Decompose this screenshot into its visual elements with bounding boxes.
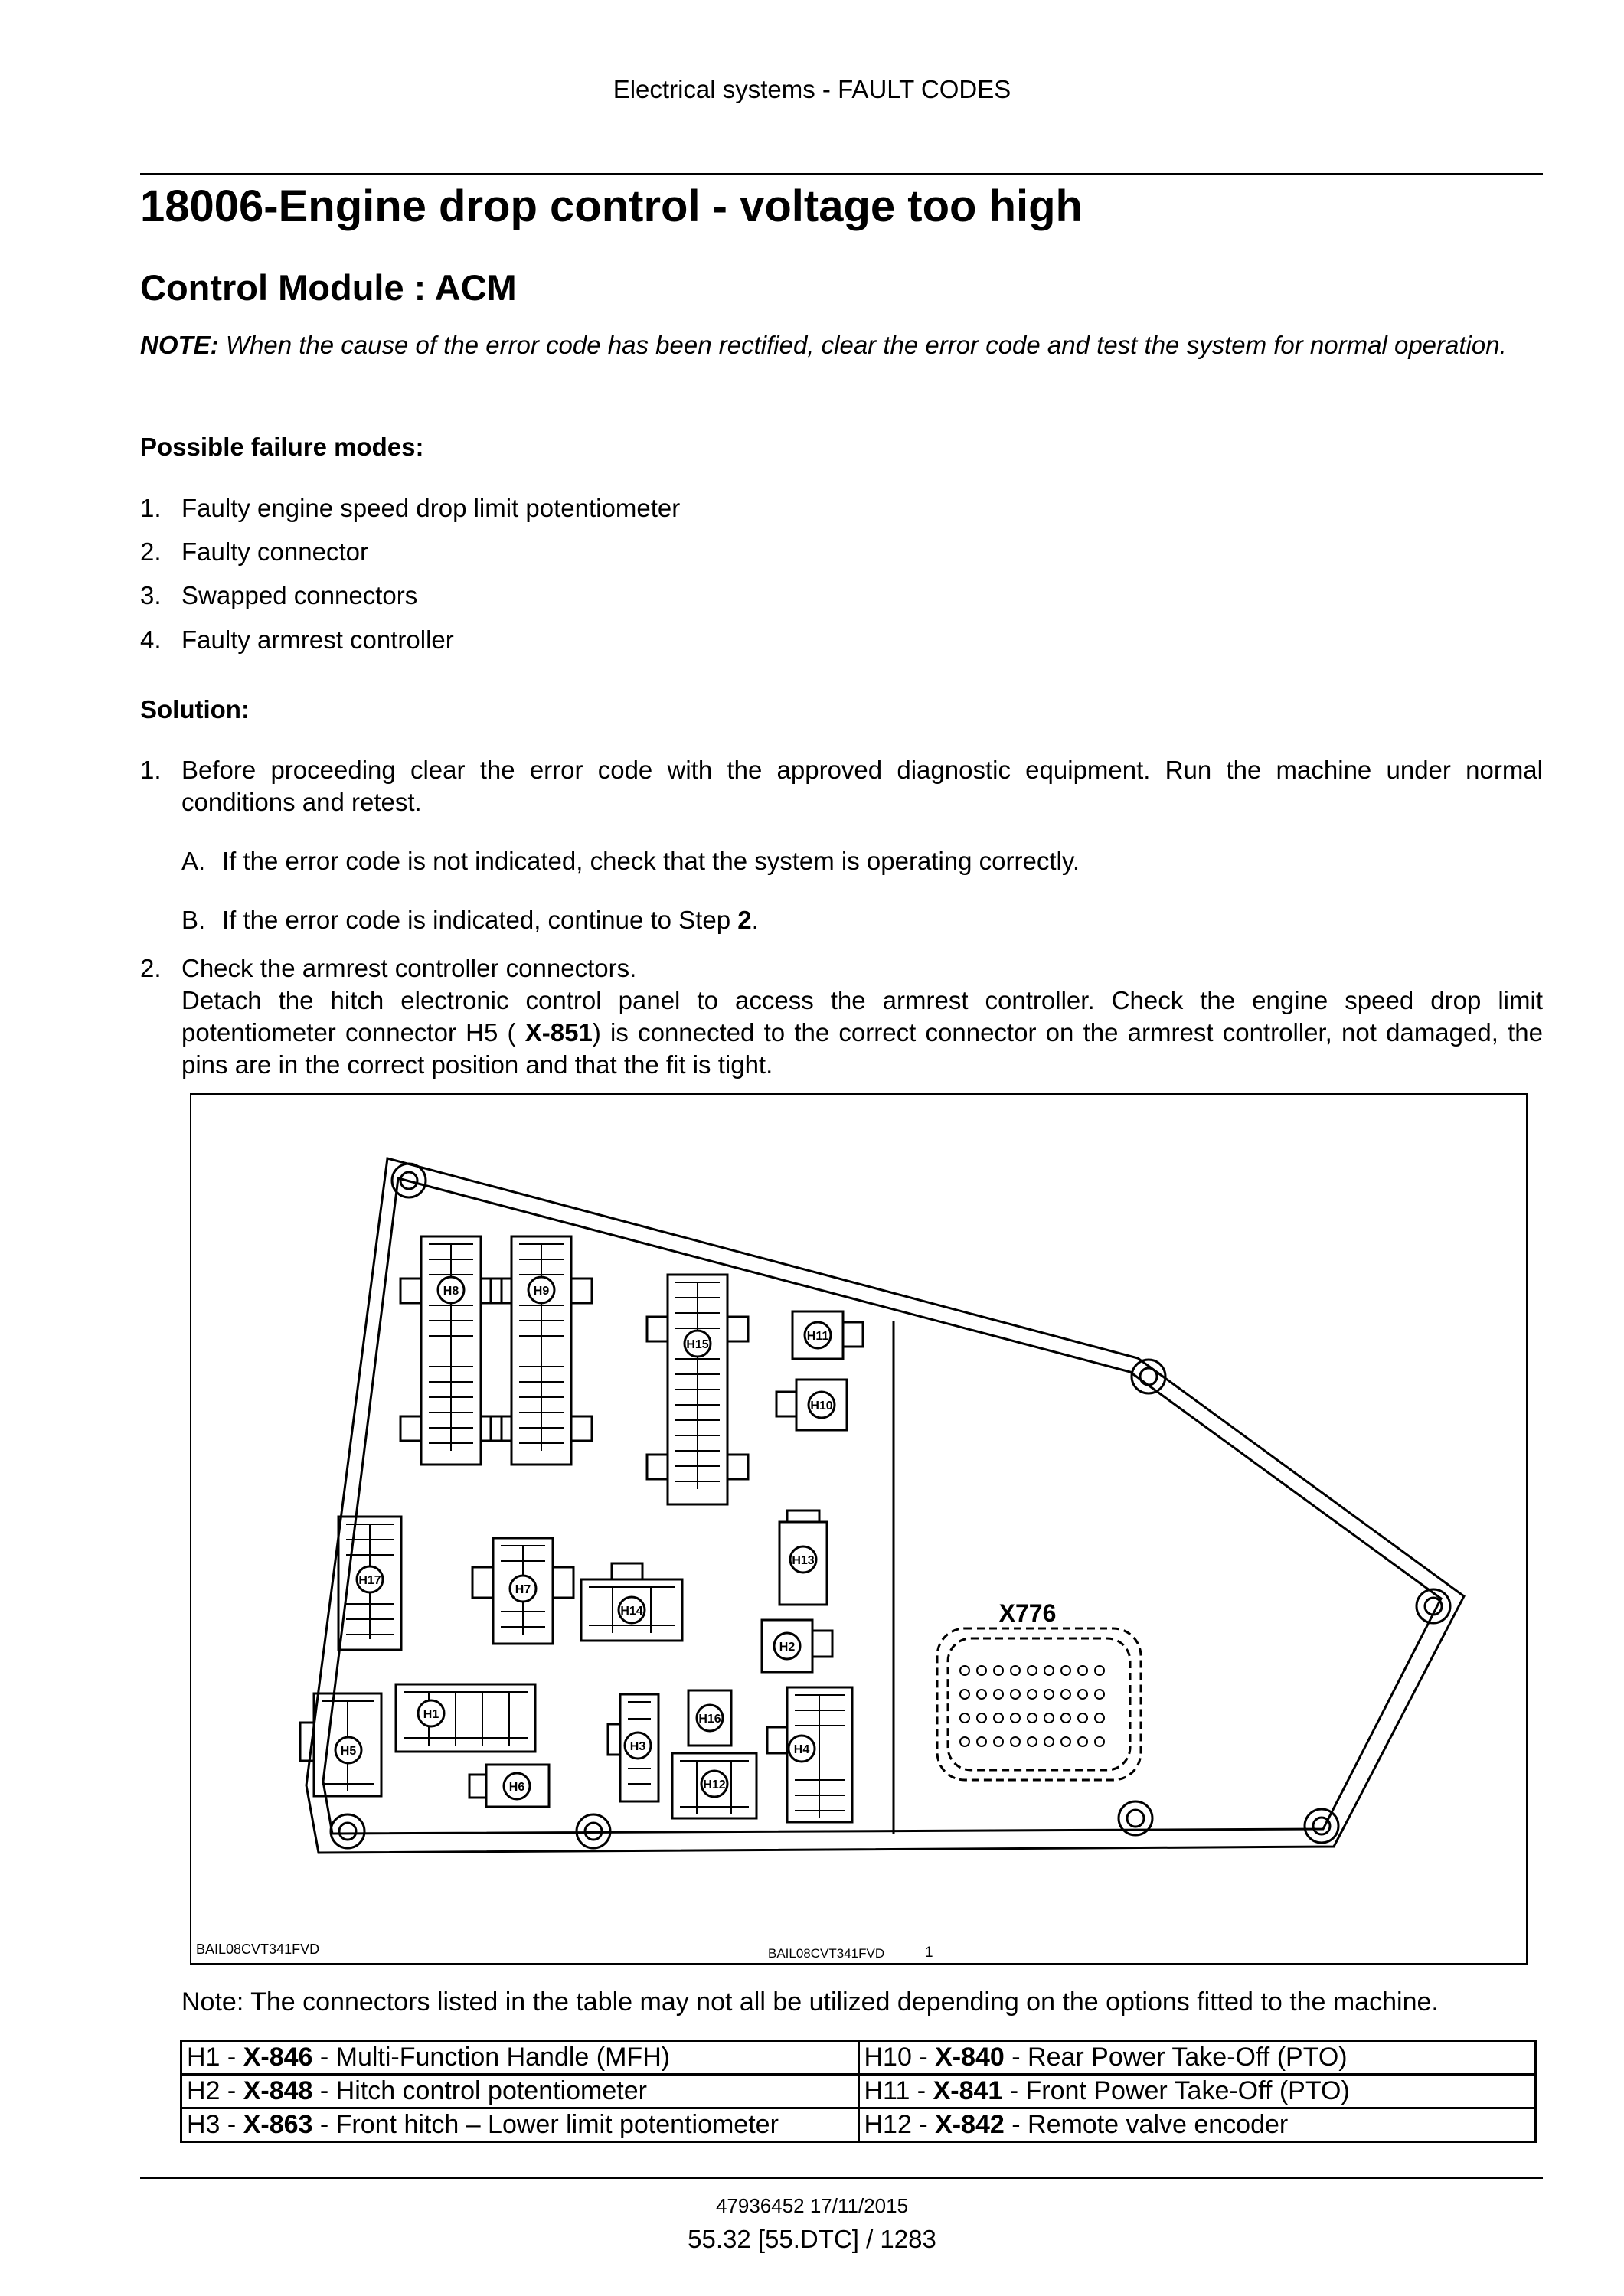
- note-label: NOTE:: [140, 331, 219, 359]
- connector-id: H11 -: [864, 2076, 933, 2105]
- page-number: 55.32 [55.DTC] / 1283: [688, 2225, 936, 2253]
- connector-description: - Remote valve encoder: [1004, 2110, 1289, 2139]
- step-1b-text: If the error code is indicated, continue to Step: [222, 906, 738, 934]
- x776-pin: [960, 1666, 969, 1675]
- x776-pin: [960, 1690, 969, 1699]
- x776-pin: [1061, 1666, 1070, 1675]
- connector-description: - Rear Power Take-Off (PTO): [1004, 2043, 1348, 2072]
- table-cell: [181, 2075, 859, 2108]
- solution-heading: Solution:: [140, 695, 250, 723]
- image-code: BAIL08CVT341FVD: [196, 1942, 320, 1957]
- x776-pin: [1095, 1690, 1104, 1699]
- connector-label-h11: H11: [806, 1330, 829, 1343]
- connector-description: - Front Power Take-Off (PTO): [1002, 2076, 1350, 2105]
- solution-num-2: 2.: [140, 954, 162, 982]
- connector-code: X-840: [935, 2043, 1005, 2072]
- x776-pin: [1011, 1713, 1020, 1723]
- connector-label-h17: H17: [358, 1574, 381, 1587]
- x776-pin: [1011, 1666, 1020, 1675]
- connector-label-h9: H9: [533, 1285, 550, 1298]
- failure-modes-heading: Possible failure modes:: [140, 433, 424, 461]
- x776-pin: [1095, 1737, 1104, 1746]
- x776-label: X776: [998, 1599, 1057, 1627]
- x776-pin: [1078, 1713, 1087, 1723]
- x776-pin: [1061, 1737, 1070, 1746]
- failure-num-2: 2.: [140, 537, 162, 566]
- step-2-body: [181, 985, 1543, 1081]
- connector-code: X-848: [243, 2076, 313, 2105]
- x776-pin: [1044, 1713, 1054, 1723]
- solution-step-2: [181, 952, 1543, 1081]
- connector-label-h7: H7: [515, 1583, 531, 1596]
- failure-item-3: Swapped connectors: [181, 581, 418, 609]
- x776-pin: [977, 1690, 986, 1699]
- x776-pin: [1028, 1690, 1037, 1699]
- failure-item-1: Faulty engine speed drop limit potentiometer: [181, 494, 681, 522]
- connector-code: X-841: [933, 2076, 1003, 2105]
- table-cell: [858, 2075, 1536, 2108]
- x776-pin: [960, 1713, 969, 1723]
- control-module-heading: Control Module : ACM: [140, 267, 517, 308]
- connector-description: - Front hitch – Lower limit potentiometer: [312, 2110, 779, 2139]
- x776-pin: [994, 1737, 1003, 1746]
- failure-num-1: 1.: [140, 494, 162, 522]
- solution-step-1a: If the error code is not indicated, check that the system is operating correctly.: [222, 847, 1080, 875]
- connector-ref: X-851: [524, 1018, 593, 1047]
- x776-pin: [1044, 1690, 1054, 1699]
- table-cell: [858, 2108, 1536, 2142]
- x776-pin: [1011, 1737, 1020, 1746]
- solution-num-1a: A.: [181, 847, 206, 875]
- step-2-end: ) is connected to the correct connector on the armrest controller, not damaged, the pins are in the correct position and that the fit is tight.: [181, 1018, 1543, 1079]
- x776-pin: [1061, 1713, 1070, 1723]
- x776-pin: [960, 1737, 969, 1746]
- table-row: [181, 2108, 1536, 2142]
- header-rule: [140, 173, 1543, 175]
- table-cell: [181, 2108, 859, 2142]
- x776-pin: [1078, 1666, 1087, 1675]
- x776-pin: [977, 1713, 986, 1723]
- connector-label-h8: H8: [443, 1285, 459, 1298]
- x776-pin: [994, 1666, 1003, 1675]
- figure-number: 1: [925, 1945, 933, 1961]
- note-text: When the cause of the error code has been rectified, clear the error code and test the system for normal operation.: [218, 331, 1507, 359]
- failure-num-4: 4.: [140, 625, 162, 654]
- connector-diagram: [191, 1095, 1526, 1963]
- connector-label-h10: H10: [810, 1399, 833, 1413]
- failure-item-4: Faulty armrest controller: [181, 625, 454, 654]
- x776-pin: [1028, 1737, 1037, 1746]
- x776-pin: [1095, 1713, 1104, 1723]
- connector-code: X-863: [243, 2110, 313, 2139]
- connector-diagram-frame: [190, 1093, 1528, 1965]
- x776-pin: [1011, 1690, 1020, 1699]
- x776-pin: [1044, 1666, 1054, 1675]
- table-row: [181, 2041, 1536, 2075]
- x776-pin: [1028, 1713, 1037, 1723]
- connector-label-h2: H2: [779, 1641, 796, 1654]
- connector-id: H3 -: [187, 2110, 243, 2139]
- x776-pin: [977, 1737, 986, 1746]
- connector-label-h5: H5: [340, 1745, 357, 1758]
- table-note: Note: The connectors listed in the table may not all be utilized depending on the options fitted to the machine.: [181, 1987, 1439, 2017]
- note-paragraph: [140, 329, 1543, 361]
- connector-label-h12: H12: [703, 1778, 726, 1791]
- step-2-text: Detach the hitch electronic control panel to access the armrest controller. Check the engine speed drop limit potentiometer connector H5 (: [181, 986, 1543, 1047]
- running-header: Electrical systems - FAULT CODES: [613, 75, 1011, 103]
- x776-pin: [1061, 1690, 1070, 1699]
- connector-id: H10 -: [864, 2043, 936, 2072]
- x776-pin: [1078, 1737, 1087, 1746]
- x776-pin: [1028, 1666, 1037, 1675]
- x776-pin: [994, 1713, 1003, 1723]
- connector-id: H1 -: [187, 2043, 243, 2072]
- step-2-line1: Check the armrest controller connectors.: [181, 954, 637, 982]
- connector-description: - Hitch control potentiometer: [312, 2076, 647, 2105]
- connector-label-h14: H14: [620, 1605, 643, 1618]
- connector-label-h13: H13: [792, 1554, 815, 1567]
- failure-num-3: 3.: [140, 581, 162, 609]
- connector-label-h3: H3: [629, 1740, 646, 1753]
- connector-id: H2 -: [187, 2076, 243, 2105]
- solution-step-1: Before proceeding clear the error code with the approved diagnostic equipment. Run the machine under normal conditions and retest.: [181, 756, 1543, 816]
- table-row: [181, 2075, 1536, 2108]
- x776-pin: [1095, 1666, 1104, 1675]
- connector-label-h4: H4: [793, 1743, 810, 1756]
- x776-pin: [977, 1666, 986, 1675]
- table-cell: [181, 2041, 859, 2075]
- failure-item-2: Faulty connector: [181, 537, 368, 566]
- footer-rule: [140, 2177, 1543, 2179]
- connector-table: [180, 2040, 1537, 2143]
- connector-description: - Multi-Function Handle (MFH): [312, 2043, 671, 2072]
- solution-num-1b: B.: [181, 906, 206, 934]
- step-1b-end: .: [751, 906, 759, 934]
- step-ref: 2: [737, 906, 752, 934]
- figure-code: BAIL08CVT341FVD: [768, 1946, 885, 1961]
- connector-code: X-842: [935, 2110, 1005, 2139]
- table-cell: [858, 2041, 1536, 2075]
- x776-pin: [994, 1690, 1003, 1699]
- solution-num-1: 1.: [140, 756, 162, 784]
- document-reference: 47936452 17/11/2015: [715, 2194, 909, 2217]
- connector-id: H12 -: [864, 2110, 936, 2139]
- connector-code: X-846: [243, 2043, 313, 2072]
- x776-pin: [1078, 1690, 1087, 1699]
- connector-label-h6: H6: [508, 1781, 525, 1794]
- connector-label-h1: H1: [423, 1708, 439, 1721]
- x776-pin: [1044, 1737, 1054, 1746]
- connector-label-h16: H16: [698, 1713, 721, 1726]
- page-title: 18006-Engine drop control - voltage too high: [140, 181, 1083, 231]
- connector-label-h15: H15: [686, 1338, 709, 1351]
- solution-step-1b: [222, 904, 759, 936]
